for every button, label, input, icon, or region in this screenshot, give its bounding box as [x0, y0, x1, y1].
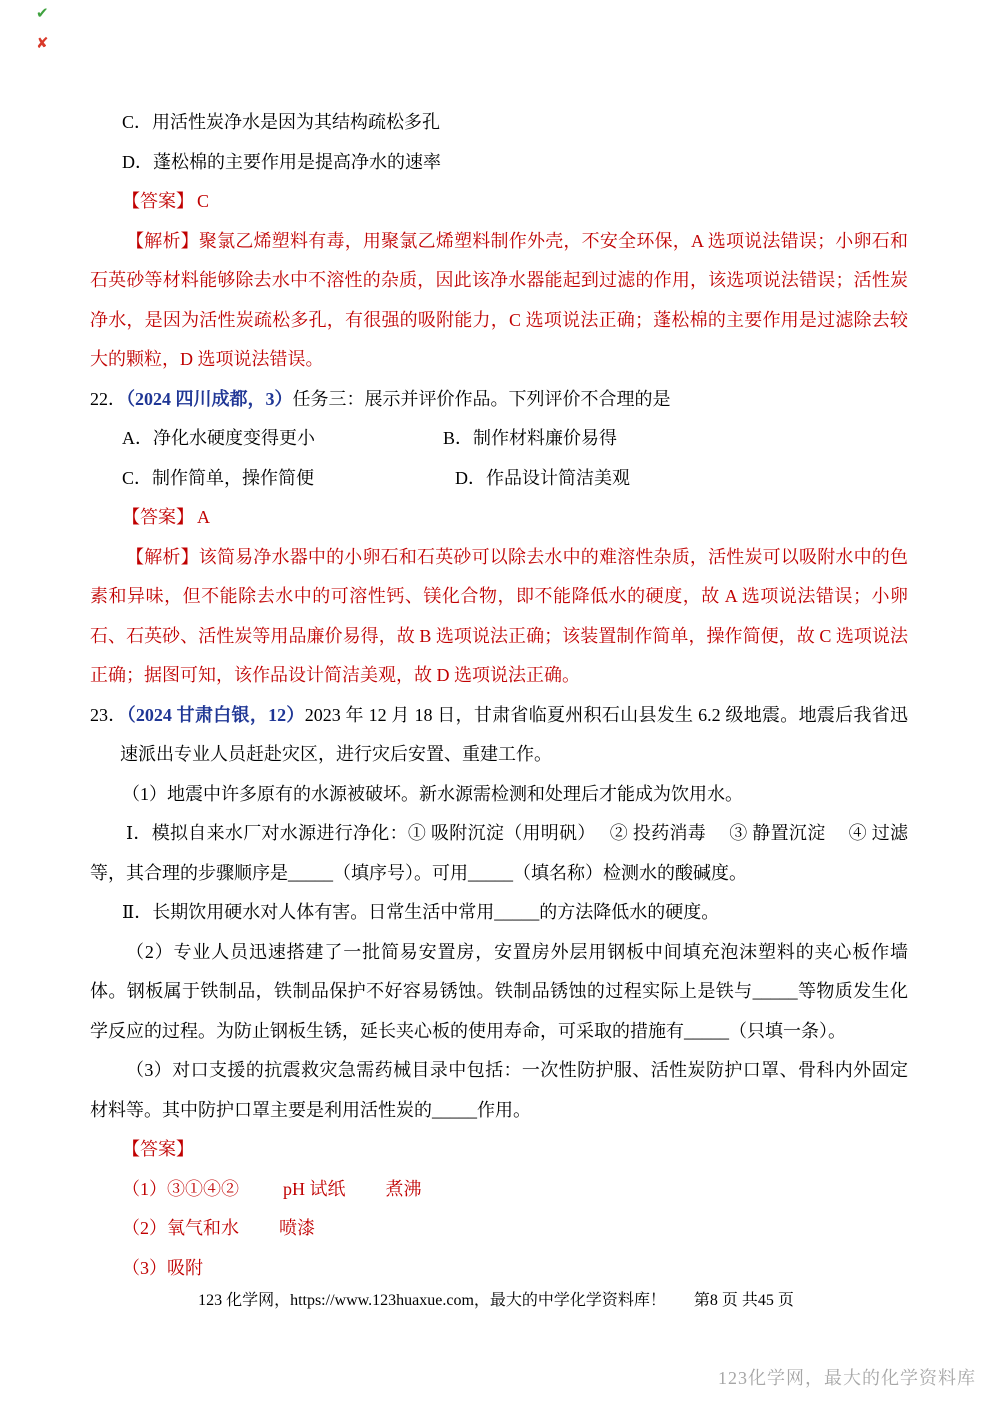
q22-source: （2024 四川成都，3） [126, 388, 293, 409]
q22-analysis: 【解析】该简易净水器中的小卵石和石英砂可以除去水中的难溶性杂质，活性炭可以吸附水中的色素和异味，但不能除去水中的可溶性钙、镁化合物，即不能降低水的硬度，故 A 选项说法错误；小卵石、石英砂、活性炭等用品廉价易得，故 B 选项说法正确；该装置制作简单，操作简便，故 C 选项说法正确；据图可知，该作品设计简洁美观，故 D 选项说法正确。 [90, 546, 908, 685]
q23-answer-3-label: （3） [122, 1257, 167, 1278]
q23-source: （2024 甘肃白银，12） [126, 704, 305, 725]
q23-answer-1-order: ③①④② [167, 1178, 239, 1199]
q23-answer-1-label: （1） [122, 1178, 167, 1199]
q22-options-row-1 [90, 419, 908, 459]
q23-stem: 2023 年 12 月 18 日，甘肃省临夏州积石山县发生 6.2 级地震。地震后我省迅速派出专业人员赶赴灾区，进行灾后安置、重建工作。 [120, 704, 909, 764]
q21-option-c: C．用活性炭净水是因为其结构疏松多孔 [122, 112, 441, 132]
q22-option-c: C．制作简单，操作简便 [122, 467, 315, 488]
exam-page-content [90, 103, 908, 1288]
q21-option-d: D．蓬松棉的主要作用是提高净水的速率 [122, 151, 441, 172]
q23-part2: （2）专业人员迅速搭建了一批简易安置房，安置房外层用钢板中间填充泡沫塑料的夹心板作墙体。钢板属于铁制品，铁制品保护不好容易锈蚀。铁制品锈蚀的过程实际上是铁与_____等物质发生化学反应的过程。为防止钢板生锈，延长夹心板的使用寿命，可采取的措施有_____（只填一条）。 [90, 941, 908, 1041]
footer-site-text: 123 化学网，https://www.123huaxue.com，最大的中学化学资料库！ [198, 1292, 666, 1309]
q23-answer-3 [90, 1249, 908, 1289]
q23-part1-step-i: Ⅰ．模拟自来水厂对水源进行净化：① 吸附沉淀（用明矾） ② 投药消毒 ③ 静置沉淀 ④ 过滤等，其合理的步骤顺序是_____（填序号）。可用_____（填名称）检测水的酸碱度。 [90, 823, 908, 883]
q23-number: 23． [90, 704, 127, 725]
q22-answer-value: A [197, 507, 210, 527]
q21-analysis: 【解析】聚氯乙烯塑料有毒，用聚氯乙烯塑料制作外壳，不安全环保，A 选项说法错误；小卵石和石英砂等材料能够除去水中不溶性的杂质，因此该净水器能起到过滤的作用，该选项说法错误；活性炭净水，是因为活性炭疏松多孔，有很强的吸附能力，C 选项说法正确；蓬松棉的主要作用是过滤除去较大的颗粒，D 选项说法错误。 [90, 230, 908, 369]
footer-page-number: 第8 页 共45 页 [693, 1292, 794, 1309]
q21-answer-line [90, 182, 908, 222]
green-check-icon: ✔ [36, 6, 49, 22]
q22-option-b: B．制作材料廉价易得 [443, 428, 618, 448]
q23-answer-1-boil: 煮沸 [385, 1178, 422, 1199]
q22-option-d: D．作品设计简洁美观 [455, 467, 630, 488]
q23-part1-step-ii: Ⅱ．长期饮用硬水对人体有害。日常生活中常用_____的方法降低水的硬度。 [122, 902, 720, 922]
q23-answer-1-ph-paper: pH 试纸 [283, 1178, 346, 1199]
q23-part1: （1）地震中许多原有的水源被破坏。新水源需检测和处理后才能成为饮用水。 [122, 783, 743, 804]
q22-answer-line [90, 498, 908, 538]
q22-stem: 任务三：展示并评价作品。下列评价不合理的是 [292, 388, 671, 409]
q23-answer-2-label: （2） [122, 1218, 167, 1238]
page-footer [0, 1288, 992, 1314]
q23-answer-2-oxygen-water: 氧气和水 [167, 1218, 239, 1238]
q22-options-row-2 [90, 459, 908, 499]
q23-answer-2 [90, 1209, 908, 1249]
q23-answer-2-paint: 喷漆 [279, 1218, 315, 1238]
q22-option-a: A．净化水硬度变得更小 [122, 428, 315, 448]
q23-answer-1 [90, 1170, 908, 1210]
q22-answer-label: 【答案】 [122, 507, 194, 527]
q21-answer-label: 【答案】 [122, 191, 194, 211]
q22-number: 22． [90, 388, 126, 409]
q23-part3: （3）对口支援的抗震救灾急需药械目录中包括：一次性防护服、活性炭防护口罩、骨科内外固定材料等。其中防护口罩主要是利用活性炭的_____作用。 [90, 1060, 908, 1120]
q23-answer-3-adsorb: 吸附 [167, 1257, 203, 1278]
q22-header [90, 380, 908, 420]
red-mark-icon: ✘ [36, 36, 49, 52]
q21-answer-value: C [197, 191, 210, 211]
site-watermark: 123化学网，最大的化学资料库 [718, 1368, 976, 1388]
q23-header [90, 696, 908, 775]
q23-answer-label: 【答案】 [122, 1139, 194, 1159]
